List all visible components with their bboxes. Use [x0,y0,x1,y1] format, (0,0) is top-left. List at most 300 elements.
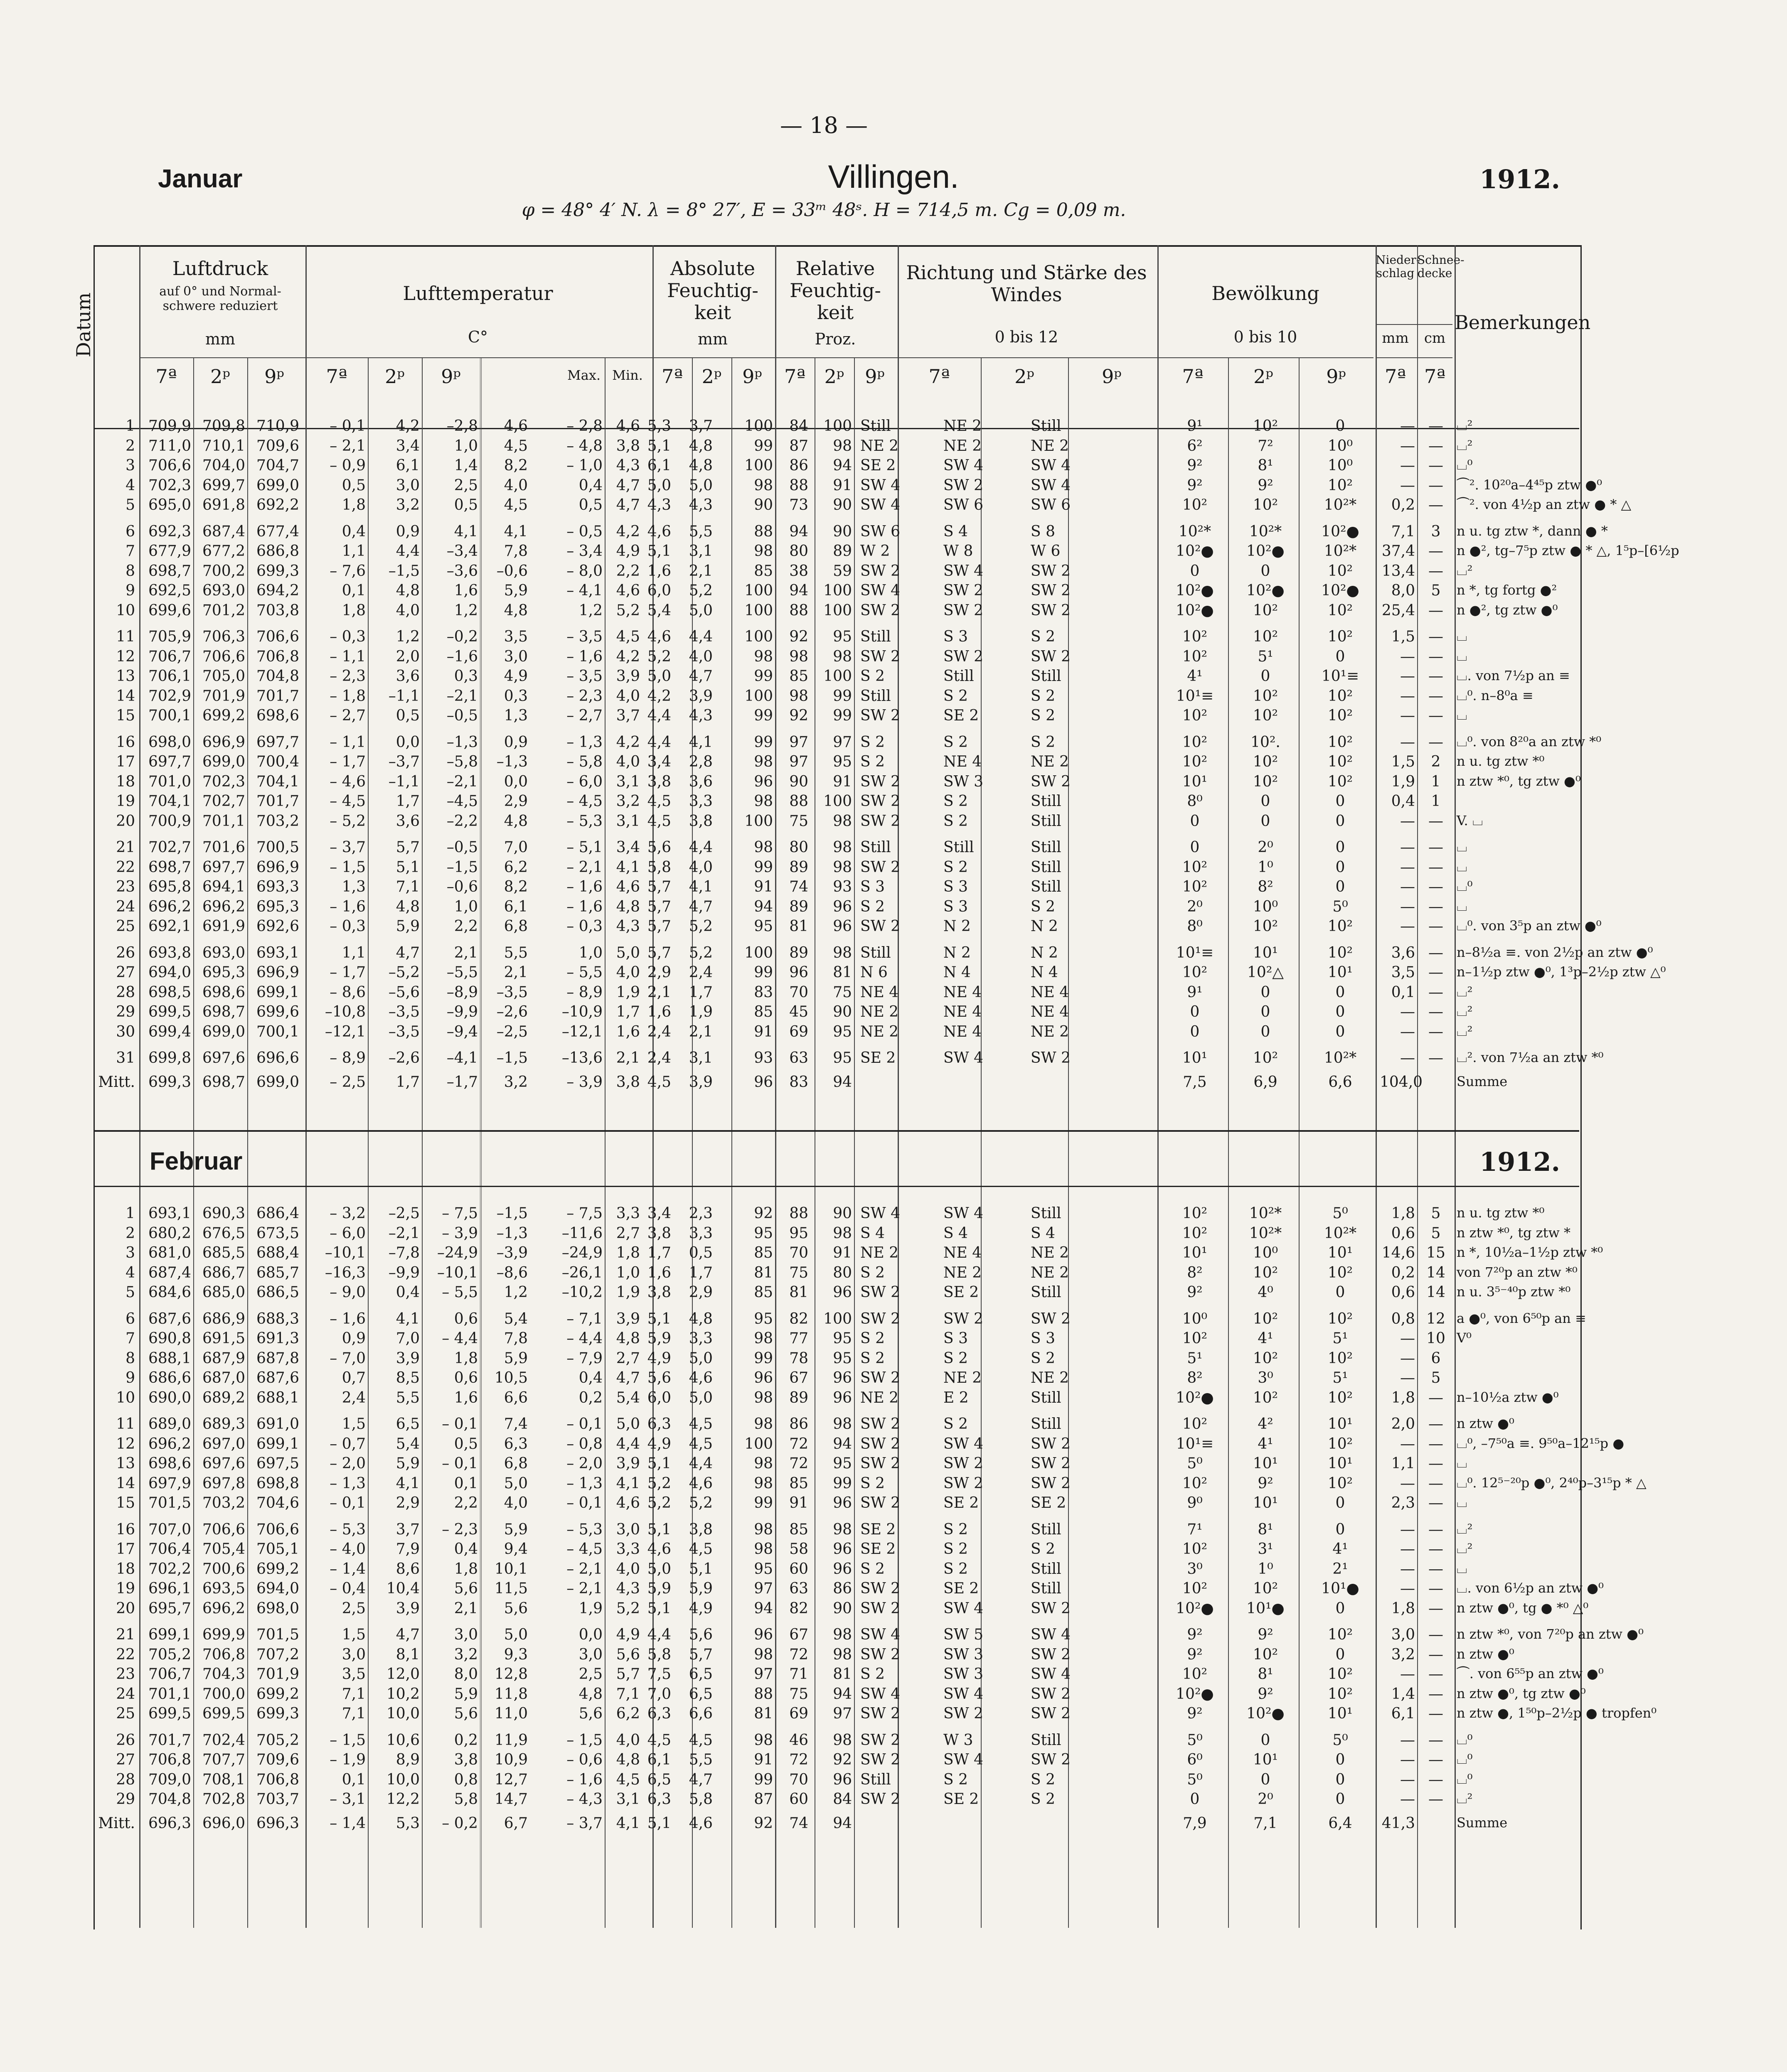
feb-cell-r7: 85 [754,1244,773,1261]
jan-cell-p9: 686,8 [256,543,299,560]
jan-cell-tmax: 8,2 [504,457,528,474]
feb-row-9 [94,1369,1579,1388]
jan-cell-w7: S 2 [860,753,885,770]
feb-cell-schnee: — [1428,1791,1443,1808]
feb-cell-w9: S 2 [1031,1791,1056,1808]
feb-cell-tmax: 5,9 [504,1349,528,1367]
jan-cell-a9: 4,3 [689,496,713,514]
feb-cell-t7: –16,3 [325,1264,366,1281]
jan-cell-nied: 1,5 [1391,628,1415,645]
feb-cell-p9: 699,2 [256,1560,299,1578]
feb-cell-nied: 1,1 [1391,1455,1415,1472]
jan-cell-nied: — [1400,1023,1415,1040]
jan-cell-b2: 5¹ [1258,648,1273,665]
feb-cell-schnee: — [1428,1626,1443,1643]
jan-cell-w9: S 2 [1031,687,1056,705]
jan-cell-w2: N 2 [943,944,971,961]
header-abs-9p: 9ᵖ [742,365,762,388]
feb-cell-tmin: –10,2 [561,1284,603,1301]
jan-cell-p9: 709,6 [256,437,299,455]
jan-cell-a7: 4,2 [616,648,640,665]
jan-cell-b2: 0 [1260,812,1270,830]
feb-cell-a9: 3,3 [689,1224,713,1242]
feb-cell-bem: ⌴ [1457,1494,1467,1510]
jan-cell-r7: 91 [754,1023,773,1040]
jan-cell-w7: SW 2 [860,858,901,876]
jan-cell-tmin: – 1,6 [566,898,603,915]
jan-cell-p2: 693,0 [202,582,245,599]
jan-cell-r7: 96 [754,1073,773,1091]
jan-cell-tmin: 1,0 [578,944,603,961]
feb-cell-bem: a ●⁰, von 6⁵⁰p an ≡ [1457,1310,1586,1326]
feb-cell-a9: 6,6 [689,1705,713,1722]
jan-cell-p2: 706,3 [202,628,245,645]
jan-cell-t2: 3,2 [396,496,420,514]
jan-cell-p2: 696,9 [202,733,245,751]
jan-cell-p7: 702,3 [148,477,191,494]
feb-cell-tmin: – 7,1 [566,1310,603,1327]
jan-cell-r7: 98 [754,839,773,856]
jan-cell-a2: 2,4 [647,1050,671,1067]
jan-cell-r9: 91 [833,477,852,494]
feb-cell-r7: 99 [754,1771,773,1788]
header-nied-7a: 7ª [1384,365,1406,388]
feb-cell-w2: SW 4 [943,1685,984,1703]
feb-cell-t7: 2,4 [342,1389,366,1406]
feb-cell-r9: 97 [833,1705,852,1722]
feb-cell-a2: 6,0 [647,1389,671,1406]
feb-cell-a7: 1,9 [616,1284,640,1301]
jan-cell-day: 6 [126,523,135,540]
jan-cell-b7: 0 [1190,1003,1200,1020]
jan-cell-p9: 692,6 [256,918,299,935]
header-luftdruck-unit: mm [205,330,236,348]
jan-cell-t9: –1,5 [446,858,478,876]
jan-cell-b2: 6,9 [1253,1073,1277,1091]
feb-cell-tmax: 11,9 [494,1731,528,1749]
feb-cell-p2: 687,9 [202,1349,245,1367]
feb-cell-a9: 1,7 [689,1264,713,1281]
feb-cell-b7: 5⁰ [1187,1455,1203,1472]
jan-row-Mitt. [94,1074,1579,1092]
jan-cell-a7: 2,2 [616,562,640,580]
feb-cell-p2: 687,0 [202,1369,245,1386]
jan-cell-a9: 1,9 [689,1003,713,1020]
feb-cell-tmin: – 2,1 [566,1580,603,1597]
feb-cell-a9: 4,6 [689,1369,713,1386]
feb-cell-r2: 95 [789,1224,808,1242]
feb-cell-t7: 0,7 [342,1369,366,1386]
jan-cell-w2: SW 4 [943,457,984,474]
jan-cell-day: Mitt. [98,1073,135,1091]
jan-cell-tmin: – 3,9 [566,1073,603,1091]
feb-cell-t2: 12,2 [386,1791,420,1808]
feb-cell-a9: 4,7 [689,1771,713,1788]
jan-cell-b2: 10² [1253,687,1278,705]
jan-cell-r9: 98 [833,812,852,830]
feb-cell-a2: 6,3 [647,1705,671,1722]
jan-cell-w7: SE 2 [860,457,896,474]
jan-cell-t7: – 0,3 [330,628,366,645]
jan-cell-t2: –5,6 [388,983,420,1001]
jan-cell-tmax: 7,0 [504,839,528,856]
jan-cell-tmin: 0,4 [578,477,603,494]
feb-cell-r7: 81 [754,1705,773,1722]
jan-cell-b7: 10² [1182,753,1208,770]
jan-cell-w2: S 3 [943,878,968,895]
jan-cell-a7: 3,7 [616,707,640,724]
jan-cell-p9: 700,4 [256,753,299,770]
jan-cell-schnee: 3 [1431,523,1441,540]
jan-cell-b7: 0 [1190,562,1200,580]
header-wind-7a: 7ª [928,365,950,388]
jan-cell-w7: NE 4 [860,983,899,1001]
feb-cell-t9: –10,1 [437,1264,478,1281]
jan-cell-b2: 0 [1260,1023,1270,1040]
feb-cell-t9: 3,8 [454,1751,478,1768]
feb-cell-r2: 63 [789,1580,808,1597]
feb-cell-b9: 10² [1327,1666,1353,1683]
jan-cell-w9: SW 2 [1031,602,1071,619]
feb-cell-bem: n ztw ●⁰ [1457,1646,1514,1662]
feb-cell-tmax: 7,4 [504,1416,528,1433]
jan-cell-b2: 0 [1260,1003,1270,1020]
jan-cell-b2: 10²* [1249,523,1282,540]
feb-cell-b7: 10² [1182,1541,1208,1558]
feb-cell-a2: 6,3 [647,1791,671,1808]
jan-cell-tmin: – 5,1 [566,839,603,856]
feb-cell-w2: SW 2 [943,1310,984,1327]
jan-row-14 [94,688,1579,706]
jan-cell-tmax: 3,2 [504,1073,528,1091]
header-luftdruck-sub: auf 0° und Normal-schwere reduziert [159,284,281,313]
feb-cell-b9: 10² [1327,1475,1353,1492]
feb-cell-schnee: — [1428,1600,1443,1617]
feb-cell-a2: 1,6 [647,1264,671,1281]
jan-cell-tmin: – 1,6 [566,878,603,895]
feb-cell-day: 13 [116,1455,135,1472]
jan-cell-tmax: 4,0 [504,477,528,494]
feb-cell-b7: 5¹ [1187,1349,1203,1367]
jan-cell-r9: 94 [833,1073,852,1091]
header-rel-2p: 2ᵖ [824,365,844,388]
feb-cell-b9: 10² [1327,1264,1353,1281]
jan-cell-bem: ⌴. von 7½p an ≡ [1457,668,1570,683]
feb-cell-p2: 702,8 [202,1791,245,1808]
jan-cell-p2: 687,4 [202,523,245,540]
jan-cell-r7: 99 [754,733,773,751]
jan-cell-schnee: — [1428,562,1443,580]
jan-cell-schnee: 5 [1431,582,1441,599]
feb-cell-r2: 70 [789,1244,808,1261]
jan-cell-schnee: — [1428,687,1443,705]
feb-cell-t7: – 1,3 [330,1475,366,1492]
feb-cell-tmax: 12,7 [494,1771,528,1788]
jan-cell-w7: NE 2 [860,1023,899,1040]
feb-cell-nied: 3,0 [1391,1626,1415,1643]
feb-cell-p9: 701,5 [256,1626,299,1643]
jan-cell-t9: –0,2 [446,628,478,645]
header-wind-unit: 0 bis 12 [994,328,1058,346]
feb-cell-a2: 7,5 [647,1666,671,1683]
feb-cell-tmin: – 4,4 [566,1330,603,1347]
feb-cell-r7: 99 [754,1349,773,1367]
feb-cell-a7: 4,3 [616,1580,640,1597]
feb-cell-t2: 5,9 [396,1455,420,1472]
feb-cell-bem: n ztw ●⁰, tg ● *⁰ △⁰ [1457,1600,1589,1616]
feb-cell-p7: 707,0 [148,1521,191,1538]
feb-cell-b9: 0 [1335,1600,1345,1617]
jan-cell-t2: 3,6 [396,668,420,685]
feb-cell-schnee: — [1428,1521,1443,1538]
feb-cell-nied: 41,3 [1381,1814,1415,1832]
feb-cell-r9: 81 [833,1666,852,1683]
feb-cell-r9: 98 [833,1416,852,1433]
jan-cell-schnee: — [1428,858,1443,876]
feb-cell-r2: 67 [789,1369,808,1386]
feb-cell-p2: 706,6 [202,1521,245,1538]
jan-cell-p9: 700,5 [256,839,299,856]
feb-cell-t7: – 3,1 [330,1791,366,1808]
feb-cell-t9: 0,5 [454,1435,478,1453]
jan-cell-b7: 10² [1182,964,1208,981]
jan-cell-a7: 4,0 [616,753,640,770]
jan-cell-day: 30 [116,1023,135,1040]
feb-cell-t7: – 5,3 [330,1521,366,1538]
jan-cell-b9: 10² [1327,602,1353,619]
feb-cell-nied: 1,8 [1391,1205,1415,1222]
feb-cell-bem: n ztw ●, 1⁵⁰p–2½p ● tropfen⁰ [1457,1705,1657,1721]
feb-cell-a2: 4,4 [647,1626,671,1643]
feb-cell-b7: 10² [1182,1580,1208,1597]
feb-cell-b9: 10² [1327,1685,1353,1703]
jan-cell-a9: 5,0 [689,477,713,494]
feb-cell-nied: 2,3 [1391,1494,1415,1512]
feb-cell-r2: 70 [789,1771,808,1788]
jan-cell-r2: 88 [789,602,808,619]
feb-cell-b7: 10² [1182,1224,1208,1242]
jan-cell-b2: 8² [1258,878,1273,895]
jan-cell-schnee: — [1428,628,1443,645]
feb-cell-t2: 4,1 [396,1475,420,1492]
jan-cell-w9: S 2 [1031,733,1056,751]
feb-cell-p9: 691,0 [256,1416,299,1433]
feb-cell-p9: 698,8 [256,1475,299,1492]
jan-cell-w7: SW 4 [860,477,901,494]
jan-row-10 [94,602,1579,620]
feb-row-24 [94,1685,1586,1704]
jan-cell-t2: 4,8 [396,582,420,599]
feb-row-17 [94,1541,1579,1559]
jan-cell-tmax: 3,5 [504,628,528,645]
jan-cell-a2: 5,7 [647,898,671,915]
jan-cell-a7: 4,6 [616,582,640,599]
jan-cell-b9: 0 [1335,983,1345,1001]
feb-cell-tmax: 5,6 [504,1600,528,1617]
jan-cell-b9: 10⁰ [1327,437,1353,455]
feb-cell-p7: 690,8 [148,1330,191,1347]
feb-cell-t2: 12,0 [386,1666,420,1683]
jan-cell-p2: 698,7 [202,1003,245,1020]
jan-cell-r7: 99 [754,668,773,685]
feb-cell-b7: 8² [1187,1264,1203,1281]
jan-cell-t2: 1,7 [396,1073,420,1091]
feb-cell-r7: 81 [754,1264,773,1281]
feb-cell-schnee: 5 [1431,1205,1441,1222]
feb-cell-t9: – 0,1 [442,1416,478,1433]
feb-cell-p7: 709,0 [148,1771,191,1788]
jan-cell-a7: 4,2 [616,733,640,751]
feb-cell-w9: S 4 [1031,1224,1056,1242]
jan-cell-b9: 10² [1327,687,1353,705]
jan-cell-w7: S 2 [860,733,885,751]
jan-cell-r9: 100 [823,668,852,685]
jan-cell-p2: 704,0 [202,457,245,474]
feb-cell-t9: – 2,3 [442,1521,478,1538]
jan-cell-b7: 10² [1182,628,1208,645]
feb-cell-r2: 74 [789,1814,808,1832]
feb-cell-r2: 86 [789,1416,808,1433]
header-abs-feuchte: Absolute Feuchtig-keit [667,257,758,324]
feb-row-12 [94,1435,1625,1454]
jan-cell-w2: W 8 [943,543,973,560]
jan-cell-bem: ⌴ [1457,628,1467,644]
jan-cell-a2: 5,8 [647,858,671,876]
feb-cell-a2: 5,9 [647,1580,671,1597]
feb-cell-r2: 82 [789,1310,808,1327]
feb-cell-b9: 10²* [1324,1224,1357,1242]
feb-cell-bem: n *, 10½a–1½p ztw *⁰ [1457,1244,1603,1260]
jan-cell-nied: 0,1 [1391,983,1415,1001]
jan-cell-w9: Still [1031,812,1061,830]
feb-cell-r7: 85 [754,1284,773,1301]
jan-cell-w7: NE 2 [860,437,899,455]
feb-cell-w9: Still [1031,1521,1061,1538]
jan-row-30 [94,1023,1579,1042]
feb-cell-p7: 701,7 [148,1731,191,1749]
jan-cell-tmax: 0,0 [504,773,528,790]
feb-cell-w2: NE 4 [943,1244,982,1261]
feb-cell-a7: 5,4 [616,1389,640,1406]
feb-cell-r2: 72 [789,1435,808,1453]
jan-cell-w2: Still [943,668,974,685]
jan-cell-t9: 2,5 [454,477,478,494]
feb-cell-a7: 3,9 [616,1455,640,1472]
jan-cell-nied: — [1400,733,1415,751]
jan-cell-b7: 10¹ [1182,773,1208,790]
jan-cell-t2: 5,7 [396,839,420,856]
feb-cell-tmin: – 0,1 [566,1416,603,1433]
header-datum: Datum [72,292,95,357]
feb-cell-nied: — [1400,1771,1415,1788]
feb-cell-t2: 7,0 [396,1330,420,1347]
page-number: — 18 — [780,112,868,138]
jan-cell-w9: SW 4 [1031,457,1071,474]
jan-cell-p2: 701,2 [202,602,245,619]
jan-cell-day: 22 [116,858,135,876]
jan-cell-tmin: – 8,0 [566,562,603,580]
feb-cell-r9: 96 [833,1771,852,1788]
jan-cell-w7: SW 4 [860,582,901,599]
header-bemerkungen: Bemerkungen [1455,311,1591,334]
jan-cell-w9: N 4 [1031,964,1058,981]
feb-cell-w7: SW 2 [860,1705,901,1722]
jan-cell-b2: 10². [1250,733,1280,751]
feb-cell-t2: 5,5 [396,1389,420,1406]
jan-cell-nied: — [1400,918,1415,935]
feb-cell-p7: 695,7 [148,1600,191,1617]
feb-cell-tmax: 14,7 [494,1791,528,1808]
jan-cell-a9: 5,2 [689,582,713,599]
jan-cell-tmin: – 4,5 [566,793,603,810]
jan-cell-w2: NE 2 [943,437,982,455]
jan-cell-tmin: – 6,0 [566,773,603,790]
feb-cell-p9: 687,6 [256,1369,299,1386]
feb-cell-b7: 0 [1190,1791,1200,1808]
feb-cell-w9: SE 2 [1031,1494,1066,1512]
jan-cell-t7: – 8,9 [330,1050,366,1067]
jan-cell-tmax: 5,9 [504,582,528,599]
feb-cell-w7: SW 2 [860,1494,901,1512]
jan-cell-w7: S 3 [860,878,885,895]
jan-cell-b2: 0 [1260,668,1270,685]
jan-cell-a2: 3,8 [647,773,671,790]
jan-cell-p2: 698,6 [202,983,245,1001]
jan-cell-tmin: – 1,0 [566,457,603,474]
feb-cell-tmin: – 2,0 [566,1455,603,1472]
feb-cell-b7: 9² [1187,1646,1203,1663]
feb-cell-t2: –7,8 [388,1244,420,1261]
feb-cell-w9: Still [1031,1580,1061,1597]
feb-cell-schnee: — [1428,1416,1443,1433]
jan-cell-a7: 4,9 [616,543,640,560]
jan-cell-b9: 10² [1327,562,1353,580]
feb-cell-nied: 14,6 [1381,1244,1415,1261]
feb-cell-a9: 5,2 [689,1494,713,1512]
jan-cell-b7: 10² [1182,733,1208,751]
jan-cell-nied: 7,1 [1391,523,1415,540]
jan-cell-r7: 99 [754,707,773,724]
jan-cell-day: 24 [116,898,135,915]
jan-cell-nied: — [1400,668,1415,685]
feb-cell-p2: 699,9 [202,1626,245,1643]
feb-cell-t7: 3,0 [342,1646,366,1663]
feb-cell-t7: – 1,4 [330,1814,366,1832]
jan-cell-bem: ⌴² [1457,1023,1473,1039]
feb-cell-t7: 0,9 [342,1330,366,1347]
feb-cell-b2: 8¹ [1258,1666,1273,1683]
feb-cell-b9: 10¹ [1327,1455,1353,1472]
header-t-min: Min. [612,367,643,383]
feb-cell-w7: SW 2 [860,1310,901,1327]
feb-cell-w2: S 2 [943,1560,968,1578]
jan-cell-day: 12 [116,648,135,665]
jan-cell-t7: – 2,5 [330,1073,366,1091]
feb-cell-b9: 5¹ [1332,1369,1348,1386]
jan-cell-tmin: – 1,6 [566,648,603,665]
jan-cell-tmax: 2,1 [504,964,528,981]
jan-cell-day: 25 [116,918,135,935]
header-lufttemp-unit: C° [468,328,488,346]
jan-cell-schnee: — [1428,602,1443,619]
feb-cell-schnee: — [1428,1705,1443,1722]
feb-cell-schnee: — [1428,1580,1443,1597]
jan-row-23 [94,878,1579,897]
jan-cell-p7: 698,5 [148,983,191,1001]
feb-cell-tmax: 10,1 [494,1560,528,1578]
jan-row-4 [94,477,1602,495]
jan-cell-tmax: –0,6 [496,562,528,580]
